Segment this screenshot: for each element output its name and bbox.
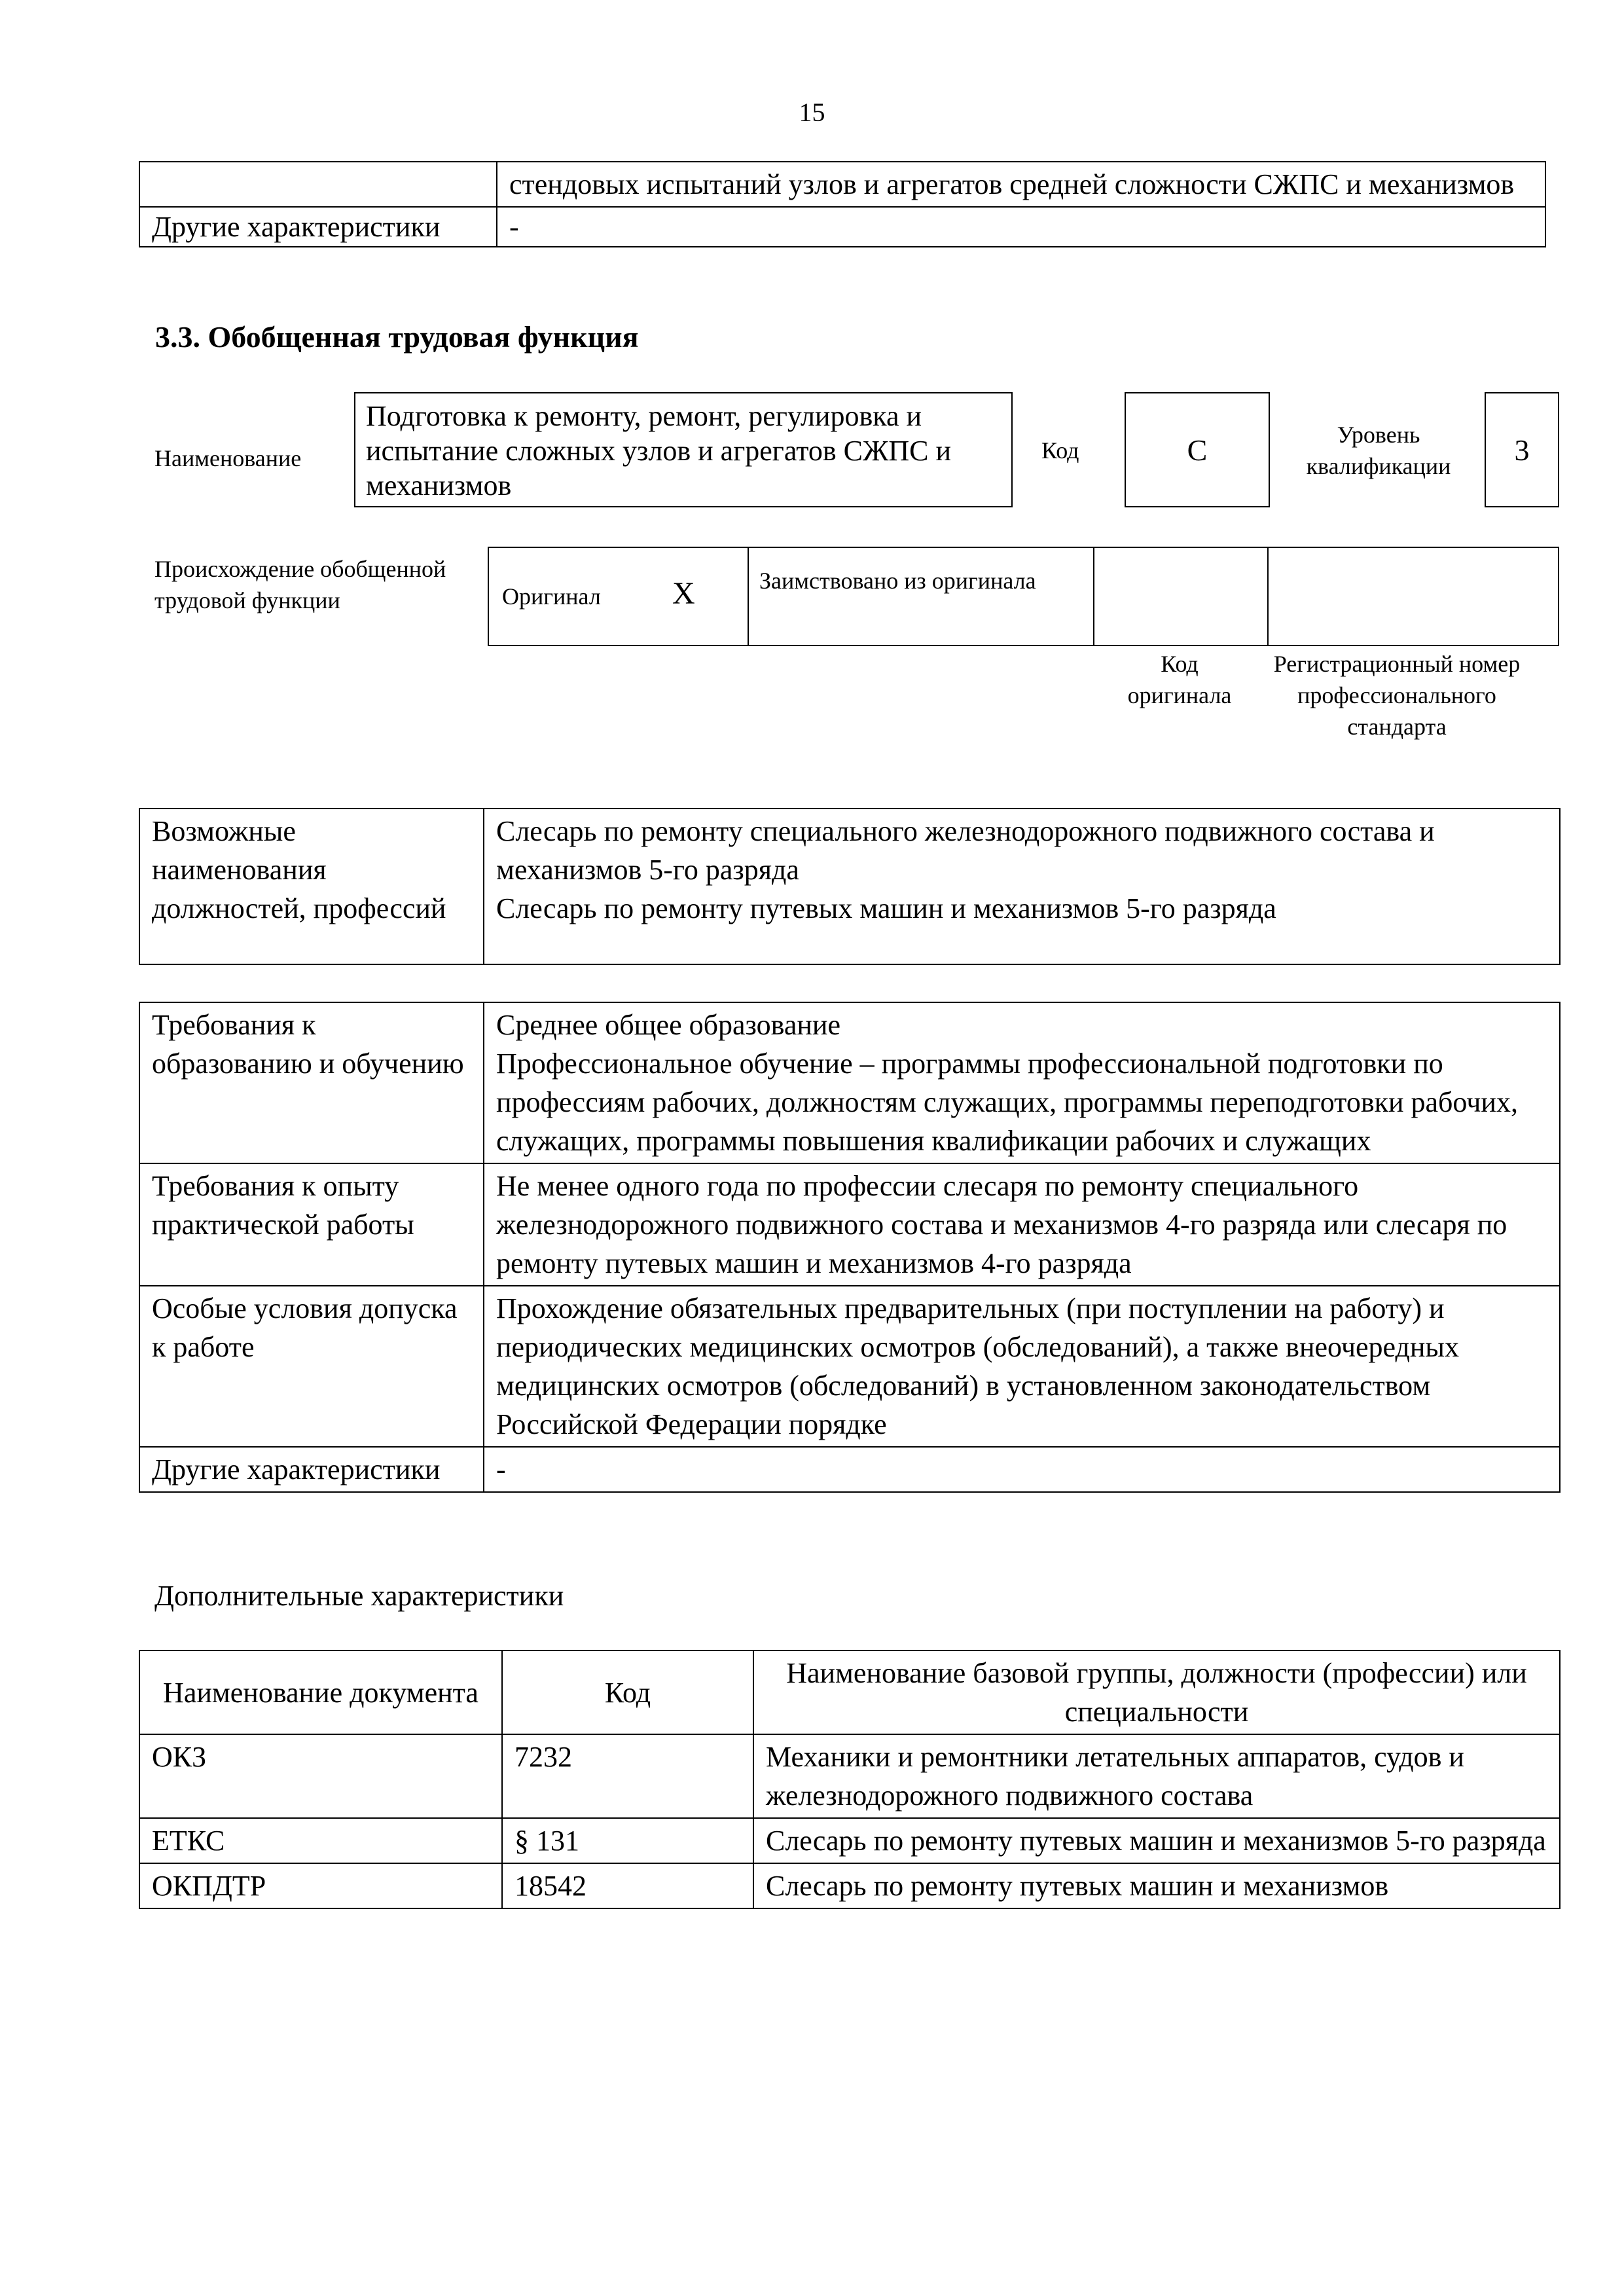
table-cell: Особые условия допуска к работе: [139, 1286, 484, 1447]
code-box: [1125, 392, 1270, 507]
table-cell: Другие характеристики: [139, 1447, 484, 1492]
header-cell: Код: [502, 1650, 753, 1734]
table-row: [139, 207, 1545, 247]
table-cell: Механики и ремонтники летательных аппаратов, судов и железнодорожного подвижного состава: [753, 1734, 1560, 1818]
table-row: [139, 1650, 1560, 1734]
table-cell: [484, 1002, 1560, 1163]
table-cell: Другие характеристики: [139, 207, 497, 247]
header-cell: Наименование документа: [139, 1650, 502, 1734]
table-cell: Возможные наименования должностей, профессий: [139, 809, 484, 964]
table-row: [139, 1863, 1560, 1908]
table-cell: [484, 809, 1560, 964]
table-cell: ОКПДТР: [139, 1863, 502, 1908]
function-name-box: [354, 392, 1013, 507]
divider: [748, 548, 749, 645]
table-cell: [484, 1447, 1560, 1492]
table-row: [139, 1447, 1560, 1492]
divider: [1093, 548, 1094, 645]
function-name-value: Подготовка к ремонту, ремонт, регулировка и испытание сложных узлов и агрегатов СЖПС и механизмов: [366, 400, 952, 501]
requirement-line: Не менее одного года по профессии слесаря по ремонту специального железнодорожного подвижного состава и механизмов 4-го разряда или слесаря по ремонту путевых машин и механизмов 4-го разряда: [496, 1170, 1507, 1279]
table-cell: стендовых испытаний узлов и агрегатов средней сложности СЖПС и механизмов: [497, 162, 1545, 207]
top-table: [139, 161, 1546, 247]
origin-box: [488, 547, 1559, 646]
level-label: Уровень квалификации: [1306, 422, 1451, 479]
table-cell: Слесарь по ремонту путевых машин и механизмов: [753, 1863, 1560, 1908]
table-cell: ЕТКС: [139, 1818, 502, 1863]
requirements-table: [139, 1002, 1561, 1493]
requirement-line: Среднее общее образование: [496, 1009, 841, 1041]
code-value: C: [1187, 433, 1208, 467]
code-original-caption: Код оригинала: [1127, 651, 1232, 708]
table-cell: ОКЗ: [139, 1734, 502, 1818]
header-cell: Наименование базовой группы, должности (профессии) или специальности: [753, 1650, 1560, 1734]
original-label: Оригинал: [502, 583, 601, 610]
table-row: [139, 1163, 1560, 1286]
reg-number-caption: Регистрационный номер профессионального стандарта: [1273, 651, 1521, 740]
level-box: [1485, 392, 1559, 507]
borrowed-label: Заимствовано из оригинала: [759, 568, 1036, 594]
table-row: [139, 1002, 1560, 1163]
origin-label: Происхождение обобщенной трудовой функции: [154, 556, 446, 613]
table-cell: 7232: [502, 1734, 753, 1818]
code-label: Код: [1041, 437, 1079, 464]
table-row: [139, 1286, 1560, 1447]
table-cell: [484, 1286, 1560, 1447]
table-cell: 18542: [502, 1863, 753, 1908]
divider: [1267, 548, 1269, 645]
table-cell: Требования к образованию и обучению: [139, 1002, 484, 1163]
table-cell: Слесарь по ремонту путевых машин и механизмов 5-го разряда: [753, 1818, 1560, 1863]
requirement-line: -: [496, 1453, 506, 1485]
level-value: 3: [1514, 433, 1530, 467]
positions-table: [139, 808, 1561, 965]
table-cell: Требования к опыту практической работы: [139, 1163, 484, 1286]
table-cell: [484, 1163, 1560, 1286]
position-line: Слесарь по ремонту специального железнодорожного подвижного состава и механизмов 5-го разряда: [496, 815, 1435, 886]
table-cell: [139, 162, 497, 207]
requirement-line: Прохождение обязательных предварительных (при поступлении на работу) и периодических медицинских осмотров (обследований), а также внеочередных медицинских осмотров (обследований) в установленном законодательством Российской Федерации порядке: [496, 1292, 1459, 1440]
table-cell: -: [497, 207, 1545, 247]
table-row: [139, 809, 1560, 964]
table-row: [139, 162, 1545, 207]
original-mark: X: [672, 576, 695, 611]
requirement-line: Профессиональное обучение – программы профессиональной подготовки по профессиям рабочих, должностям служащих, программы переподготовки рабочих, служащих, программы повышения квалификации рабочих и служащих: [496, 1048, 1518, 1157]
table-row: [139, 1734, 1560, 1818]
table-row: [139, 1818, 1560, 1863]
additional-table: [139, 1650, 1561, 1909]
table-cell: § 131: [502, 1818, 753, 1863]
position-line: Слесарь по ремонту путевых машин и механизмов 5-го разряда: [496, 892, 1276, 924]
section-heading: 3.3. Обобщенная трудовая функция: [155, 320, 639, 354]
additional-title: Дополнительные характеристики: [154, 1580, 564, 1612]
page-number: 15: [799, 98, 825, 127]
name-label: Наименование: [154, 445, 302, 471]
